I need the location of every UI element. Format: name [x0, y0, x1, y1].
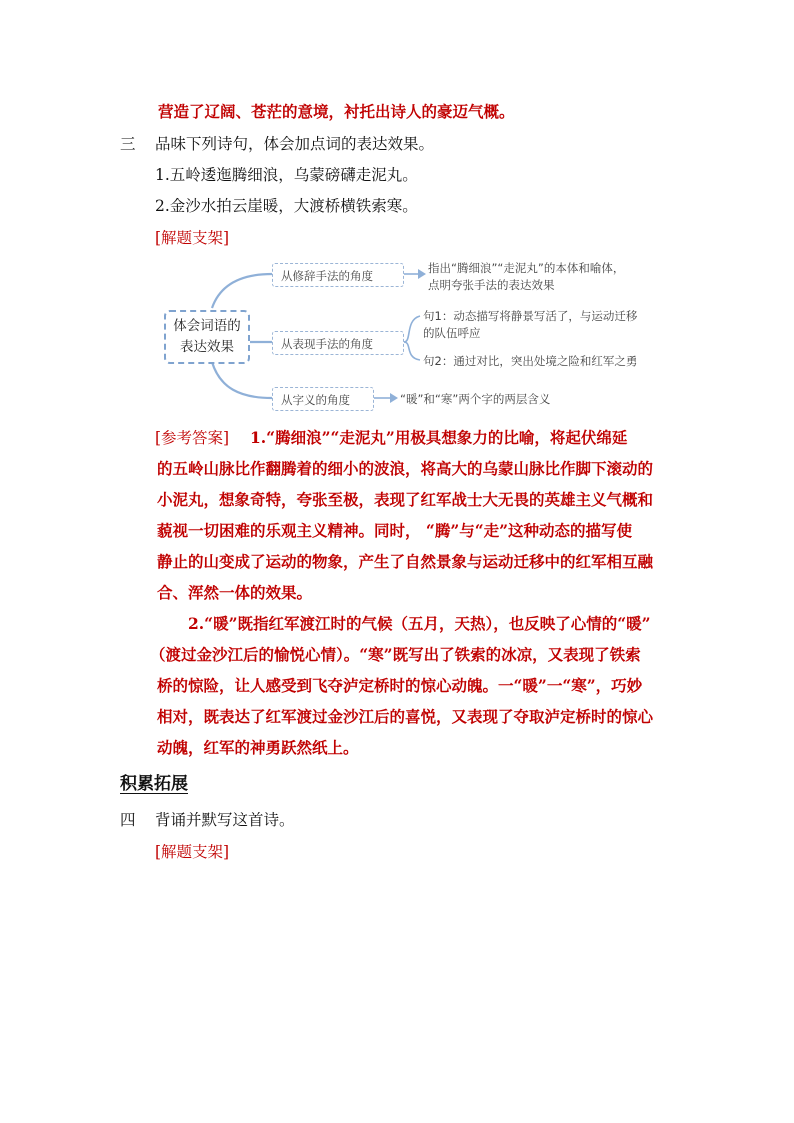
intro-line: 营造了辽阔、苍茫的意境，衬托出诗人的豪迈气概。: [158, 102, 515, 121]
branch-expression-label: 从表现手法的角度: [281, 337, 373, 351]
question-4-scaffold-label: [解题支架]: [155, 843, 230, 861]
question-4-title: 背诵并默写这首诗。: [155, 811, 295, 829]
answer-p2-line-2: （渡过金沙江后的愉悦心情）。“寒”既写出了铁索的冰凉，又表现了铁索: [150, 645, 641, 664]
answer-p2-line-5: 动魄，红军的神勇跃然纸上。: [157, 738, 359, 757]
branch-expression-sub-1-line-1: 句1：动态描写将静景写活了，与运动迁移: [423, 309, 638, 323]
branch-rhetoric: [272, 263, 404, 287]
answer-p1-line-2: 的五岭山脉比作翻腾着的细小的波浪，将高大的乌蒙山脉比作脚下滚动的: [157, 459, 654, 478]
branch-expression-sub-2: 句2：通过对比，突出处境之险和红军之勇: [423, 354, 638, 368]
question-3-line-2: 2.金沙水拍云崖暖，大渡桥横铁索寒。: [155, 197, 418, 215]
mind-map-center: [164, 310, 250, 364]
question-3-title: 品味下列诗句，体会加点词的表达效果。: [155, 135, 435, 153]
question-3-scaffold-label: [解题支架]: [155, 229, 230, 247]
answer-label: [参考答案]: [155, 429, 230, 447]
answer-p2-line-4: 相对，既表达了红军渡过金沙江后的喜悦，又表现了夺取泸定桥时的惊心: [157, 707, 654, 726]
branch-word-meaning-label: 从字义的角度: [281, 393, 350, 407]
branch-rhetoric-label: 从修辞手法的角度: [281, 269, 373, 283]
branch-word-meaning: [272, 387, 374, 411]
branch-word-meaning-note: “暖”和“寒”两个字的两层含义: [400, 392, 551, 406]
branch-expression-sub-1: [423, 308, 637, 342]
answer-p1-line-3: 小泥丸，想象奇特，夸张至极，表现了红军战士大无畏的英雄主义气概和: [157, 490, 654, 509]
mind-map: [150, 250, 700, 420]
question-3-number: 三: [120, 135, 136, 153]
answer-p1-line-6: 合、浑然一体的效果。: [157, 583, 313, 602]
answer-p2-line-3: 桥的惊险，让人感受到飞夺泸定桥时的惊心动魄。一“暖”一“寒”，巧妙: [157, 676, 643, 695]
mind-map-center-line-1: 体会词语的: [173, 318, 241, 334]
branch-rhetoric-note-line-2: 点明夸张手法的表达效果: [428, 278, 555, 292]
branch-expression-sub-1-line-2: 的队伍呼应: [423, 326, 481, 340]
section-title: 积累拓展: [120, 774, 188, 794]
branch-rhetoric-note-line-1: 指出“腾细浪”“走泥丸”的本体和喻体，: [428, 261, 625, 275]
answer-p1-line-4: 藐视一切困难的乐观主义精神。同时， “腾”与“走”这种动态的描写使: [157, 521, 633, 540]
question-3-line-1: 1.五岭逶迤腾细浪，乌蒙磅礴走泥丸。: [155, 166, 418, 184]
answer-p1-line-1: 1.“腾细浪”“走泥丸”用极具想象力的比喻，将起伏绵延: [250, 428, 628, 447]
branch-rhetoric-note: [428, 260, 624, 294]
question-4-number: 四: [120, 811, 136, 829]
answer-p2-line-1: 2.“暖”既指红军渡江时的气候（五月，天热），也反映了心情的“暖”: [188, 614, 651, 633]
branch-expression: [272, 331, 404, 355]
answer-p1-line-5: 静止的山变成了运动的物象，产生了自然景象与运动迁移中的红军相互融: [157, 552, 654, 571]
mind-map-center-line-2: 表达效果: [180, 339, 234, 355]
